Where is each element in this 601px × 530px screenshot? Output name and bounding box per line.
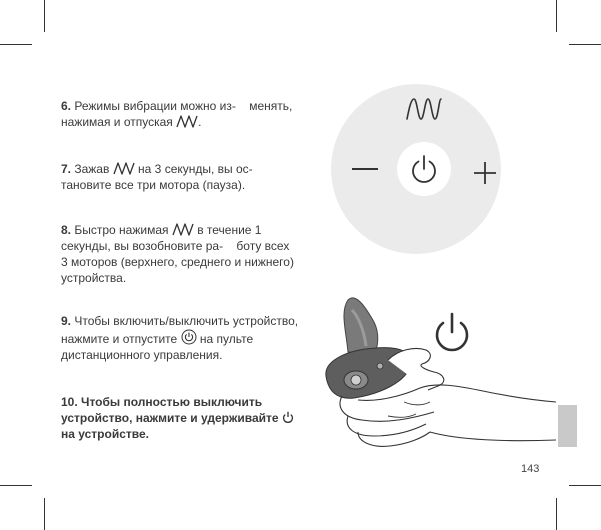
instruction-text: Быстро нажимая	[74, 223, 169, 237]
instruction-number: 6.	[61, 99, 72, 113]
instruction-number: 9.	[61, 314, 72, 328]
instruction-10	[61, 394, 294, 442]
instruction-8	[61, 222, 294, 286]
instruction-text: на устройстве.	[61, 427, 149, 441]
power-icon	[282, 411, 294, 424]
instruction-text: секунды, вы возобновите ра- боту всех	[61, 239, 290, 253]
crop-mark	[556, 0, 557, 32]
instruction-6	[61, 98, 292, 130]
crop-mark	[556, 498, 557, 530]
instruction-text: Чтобы полностью выключить	[81, 395, 263, 409]
power-circle-icon	[181, 329, 197, 345]
instruction-text: на пульте	[199, 332, 254, 346]
plus-icon	[472, 160, 498, 186]
instruction-text: тановите все три мотора (пауза).	[61, 178, 246, 192]
instruction-text: Чтобы включить/выключить устройство,	[74, 314, 299, 328]
instruction-text: 3 моторов (верхнего, среднего и нижнего)	[61, 255, 294, 269]
minus-icon	[350, 163, 380, 175]
vibration-wave-icon	[176, 115, 198, 128]
instruction-text: Зажав	[74, 162, 110, 176]
crop-mark	[0, 485, 32, 486]
instruction-text: в течение 1	[197, 223, 262, 237]
crop-mark	[44, 498, 45, 530]
instruction-text: нажимая и отпуская	[61, 115, 173, 129]
crop-mark	[569, 44, 601, 45]
power-icon	[410, 154, 438, 184]
instruction-text: устройства.	[61, 271, 127, 285]
vibration-wave-icon	[113, 162, 135, 175]
crop-mark	[0, 44, 32, 45]
instruction-text: Режимы вибрации можно из- менять,	[74, 99, 293, 113]
instruction-text: нажмите и отпустите	[61, 332, 178, 346]
instruction-text: дистанционного управления.	[61, 348, 223, 362]
instruction-text: устройство, нажмите и удерживайте	[61, 411, 279, 425]
device-illustration	[318, 290, 558, 460]
instruction-text: .	[198, 115, 202, 129]
instruction-number: 7.	[61, 162, 72, 176]
crop-mark	[569, 485, 601, 486]
section-tab	[558, 405, 577, 447]
crop-mark	[44, 0, 45, 32]
vibration-wave-icon	[404, 97, 444, 121]
instruction-7	[61, 161, 253, 193]
vibration-wave-icon	[172, 223, 194, 236]
instruction-9	[61, 313, 298, 363]
instruction-number: 8.	[61, 223, 72, 237]
instruction-number: 10.	[61, 395, 78, 409]
instruction-text: на 3 секунды, вы ос-	[138, 162, 253, 176]
page-number: 143	[521, 463, 540, 475]
